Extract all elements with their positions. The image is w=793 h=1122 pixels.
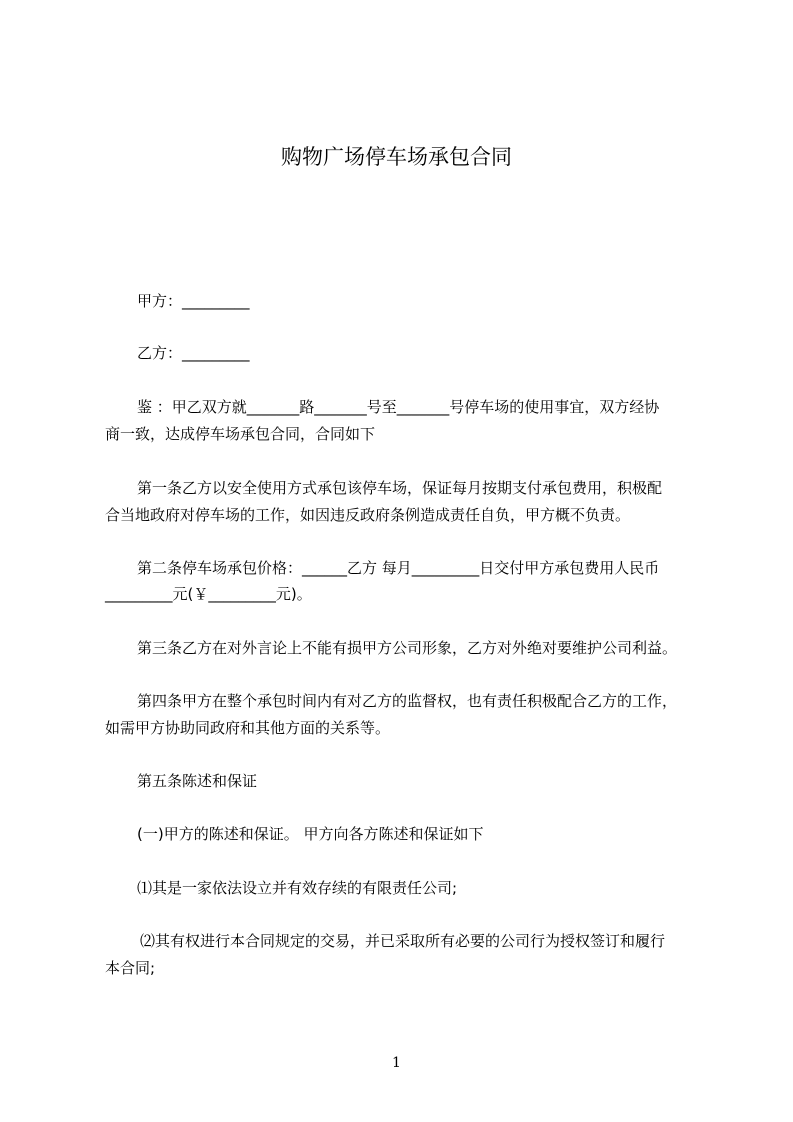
article5-heading: 第五条陈述和保证 xyxy=(137,772,258,790)
item2-line-1: ⑵其有权进行本合同规定的交易，并已采取所有必要的公司行为授权签订和履行 xyxy=(140,932,666,950)
article2-line-1: 第二条停车场承包价格：______乙方 每月_________日交付甲方承包费用人民币 xyxy=(137,559,660,577)
document-title: 购物广场停车场承包合同 xyxy=(281,145,512,169)
party-b-line: 乙方：_________ xyxy=(137,344,250,362)
item2-line-2: 本合同; xyxy=(105,959,156,977)
article1-line-1: 第一条乙方以安全使用方式承包该停车场，保证每月按期支付承包费用，积极配 xyxy=(137,479,663,497)
article4-line-2: 如需甲方协助同政府和其他方面的关系等。 xyxy=(105,719,391,737)
party-a-line: 甲方：_________ xyxy=(137,292,250,310)
section1-heading: (一)甲方的陈述和保证。 甲方向各方陈述和保证如下 xyxy=(137,825,484,843)
page-number: 1 xyxy=(392,1055,401,1071)
article1-line-2: 合当地政府对停车场的工作，如因违反政府条例造成责任自负，甲方概不负责。 xyxy=(105,506,631,524)
item1-line: ⑴其是一家依法设立并有效存续的有限责任公司; xyxy=(137,879,458,897)
article3-line: 第三条乙方在对外言论上不能有损甲方公司形象，乙方对外绝对要维护公司利益。 xyxy=(137,639,678,657)
preamble-line-2: 商一致，达成停车场承包合同，合同如下 xyxy=(105,425,376,443)
article2-line-2: _________元(￥_________元)。 xyxy=(105,585,312,603)
preamble-line-1: 鉴 ：甲乙双方就_______路_______号至_______号停车场的使用事宜，双方经协 xyxy=(137,398,660,416)
article4-line-1: 第四条甲方在整个承包时间内有对乙方的监督权，也有责任积极配合乙方的工作， xyxy=(137,692,678,710)
